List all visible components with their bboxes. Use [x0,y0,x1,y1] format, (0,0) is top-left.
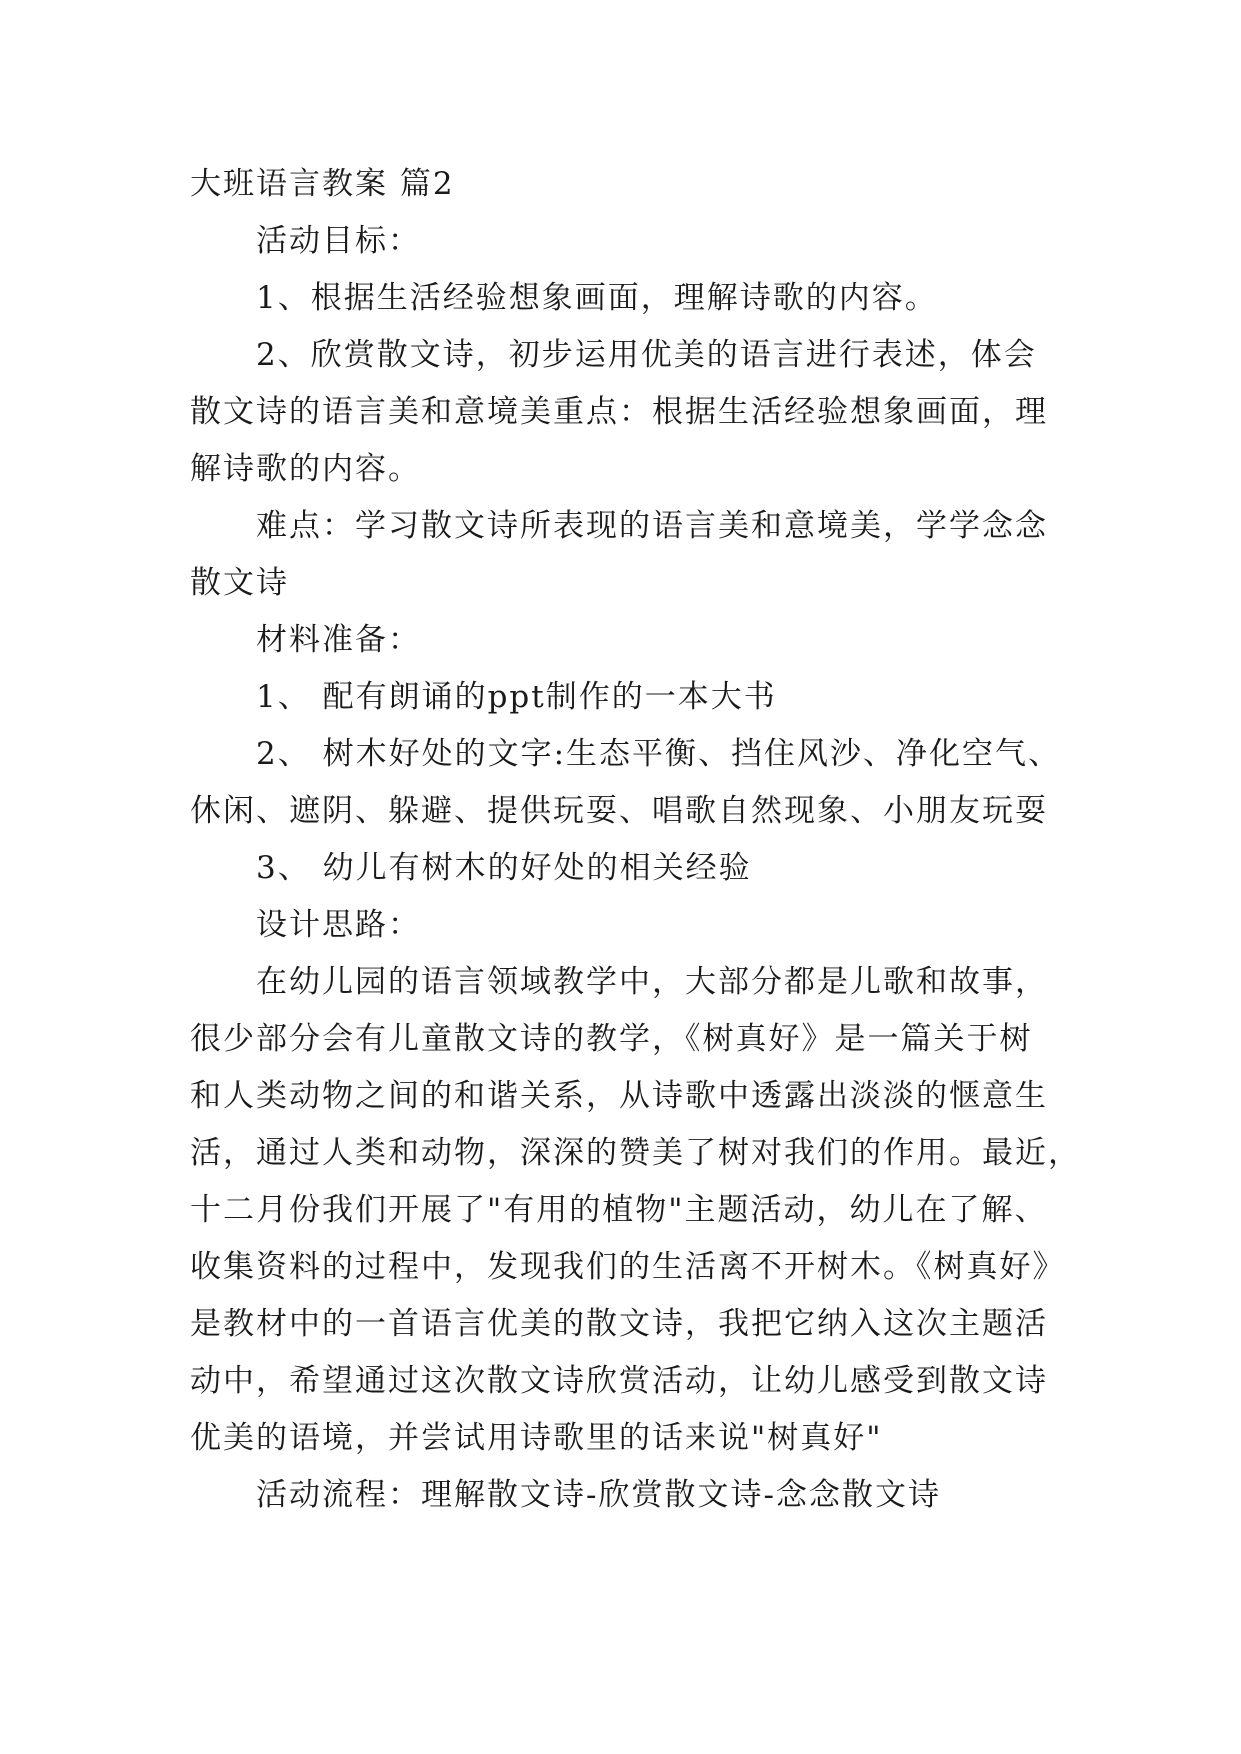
paragraph-activity-flow: 活动流程：理解散文诗-欣赏散文诗-念念散文诗 [256,1477,941,1513]
paragraph-goal-2-cont: 散文诗的语言美和意境美重点：根据生活经验想象画面，理 [190,394,1048,430]
paragraph-goal-2-cont: 解诗歌的内容。 [190,451,421,487]
document-body [190,164,1081,1532]
material-item-2: 2、 树木好处的文字:生态平衡、挡住风沙、净化空气、 [256,736,1062,772]
paragraph-difficulty: 难点：学习散文诗所表现的语言美和意境美，学学念念 [256,508,1048,544]
paragraph-design-cont: 动中，希望通过这次散文诗欣赏活动，让幼儿感受到散文诗 [190,1363,1048,1399]
material-item-1: 1、 配有朗诵的ppt制作的一本大书 [256,679,777,715]
paragraph-design-cont: 活，通过人类和动物，深深的赞美了树对我们的作用。最近， [190,1135,1081,1171]
paragraph-goal-1: 1、根据生活经验想象画面，理解诗歌的内容。 [256,280,938,316]
paragraph-design-cont: 很少部分会有儿童散文诗的教学，《树真好》是一篇关于树 [190,1021,1033,1057]
section-heading-design: 设计思路： [256,907,421,943]
paragraph-design-cont: 收集资料的过程中，发现我们的生活离不开树木。《树真好》 [190,1249,1066,1285]
paragraph-goal-2: 2、欣赏散文诗，初步运用优美的语言进行表述，体会 [256,337,1037,373]
paragraph-design-cont: 和人类动物之间的和谐关系，从诗歌中透露出淡淡的惬意生 [190,1078,1048,1114]
material-item-2-cont: 休闲、遮阴、躲避、提供玩耍、唱歌自然现象、小朋友玩耍 [190,793,1048,829]
paragraph-difficulty-cont: 散文诗 [190,565,289,601]
material-item-3: 3、 幼儿有树木的好处的相关经验 [256,850,752,886]
paragraph-design-cont: 优美的语境，并尝试用诗歌里的话来说"树真好" [190,1420,883,1456]
section-heading-materials: 材料准备： [256,622,421,658]
paragraph-design-cont: 是教材中的一首语言优美的散文诗，我把它纳入这次主题活 [190,1306,1048,1342]
paragraph-design: 在幼儿园的语言领域教学中，大部分都是儿歌和故事， [256,964,1048,1000]
section-heading-goals: 活动目标： [256,223,421,259]
paragraph-design-cont: 十二月份我们开展了"有用的植物"主题活动，幼儿在了解、 [190,1192,1048,1228]
document-title: 大班语言教案 篇2 [190,166,455,202]
